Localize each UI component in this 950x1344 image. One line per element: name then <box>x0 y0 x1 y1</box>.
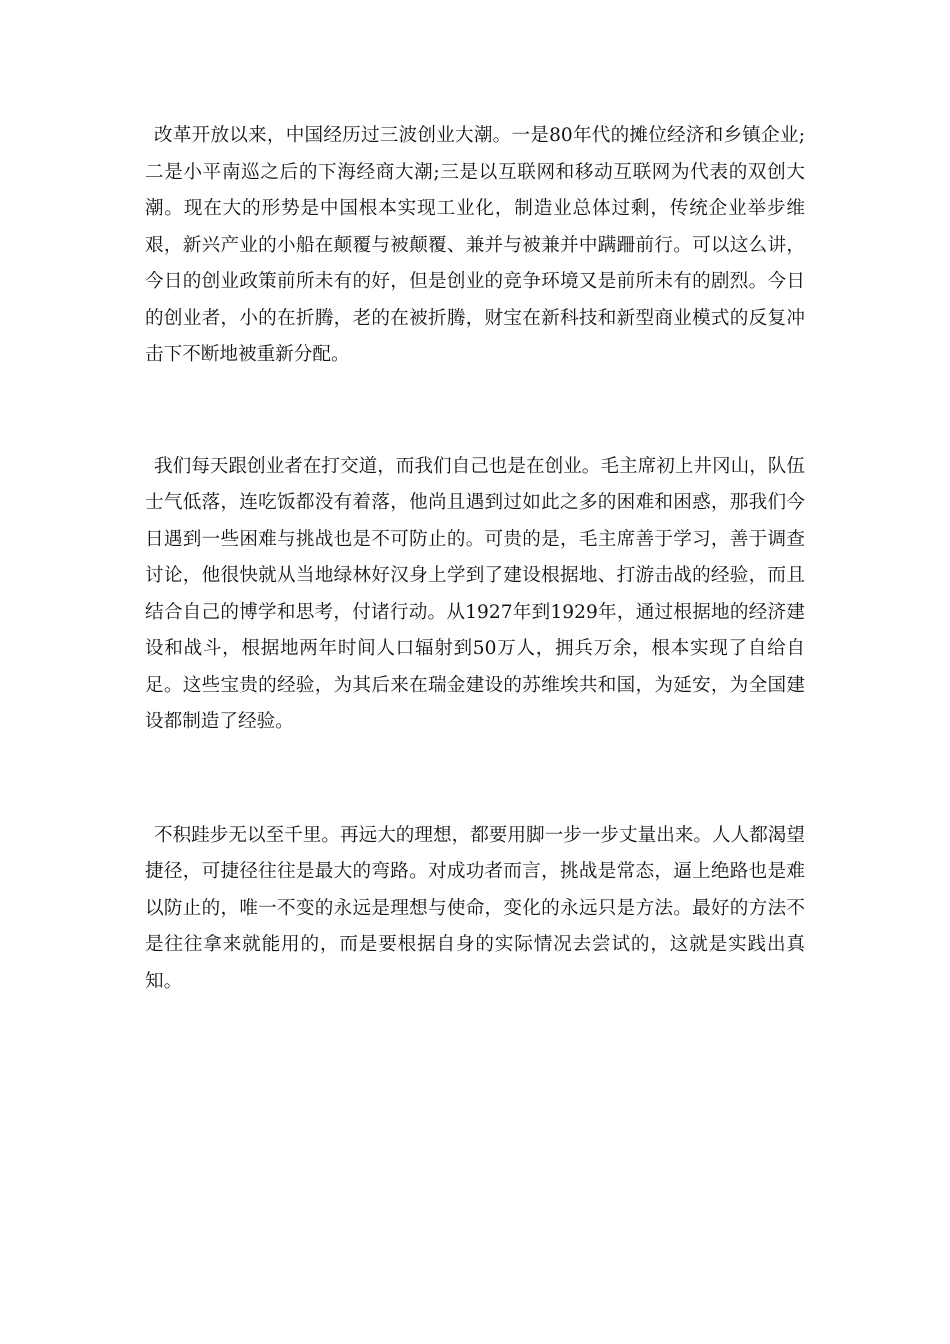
paragraph-spacer <box>145 374 805 449</box>
document-body <box>145 118 805 1000</box>
paragraph-3: 不积跬步无以至千里。再远大的理想，都要用脚一步一步丈量出来。人人都渴望捷径，可捷径往往是最大的弯路。对成功者而言，挑战是常态，逼上绝路也是难以防止的，唯一不变的永远是理想与使命，变化的永远只是方法。最好的方法不是往往拿来就能用的，而是要根据自身的实际情况去尝试的，这就是实践出真知。 <box>145 824 805 992</box>
paragraph-2: 我们每天跟创业者在打交道，而我们自己也是在创业。毛主席初上井冈山，队伍士气低落，连吃饭都没有着落，他尚且遇到过如此之多的困难和困惑，那我们今日遇到一些困难与挑战也是不可防止的。可贵的是，毛主席善于学习，善于调查讨论，他很快就从当地绿林好汉身上学到了建设根据地、打游击战的经验，而且结合自己的博学和思考，付诸行动。从1927年到1929年，通过根据地的经济建设和战斗，根据地两年时间人口辐射到50万人，拥兵万余，根本实现了自给自足。这些宝贵的经验，为其后来在瑞金建设的苏维埃共和国，为延安，为全国建设都制造了经验。 <box>145 455 805 732</box>
paragraph-1: 改革开放以来，中国经历过三波创业大潮。一是80年代的摊位经济和乡镇企业;二是小平南巡之后的下海经商大潮;三是以互联网和移动互联网为代表的双创大潮。现在大的形势是中国根本实现工业化，制造业总体过剩，传统企业举步维艰，新兴产业的小船在颠覆与被颠覆、兼并与被兼并中蹒跚前行。可以这么讲，今日的创业政策前所未有的好，但是创业的竞争环境又是前所未有的剧烈。今日的创业者，小的在折腾，老的在被折腾，财宝在新科技和新型商业模式的反复冲击下不断地被重新分配。 <box>145 125 805 365</box>
paragraph-spacer <box>145 741 805 818</box>
